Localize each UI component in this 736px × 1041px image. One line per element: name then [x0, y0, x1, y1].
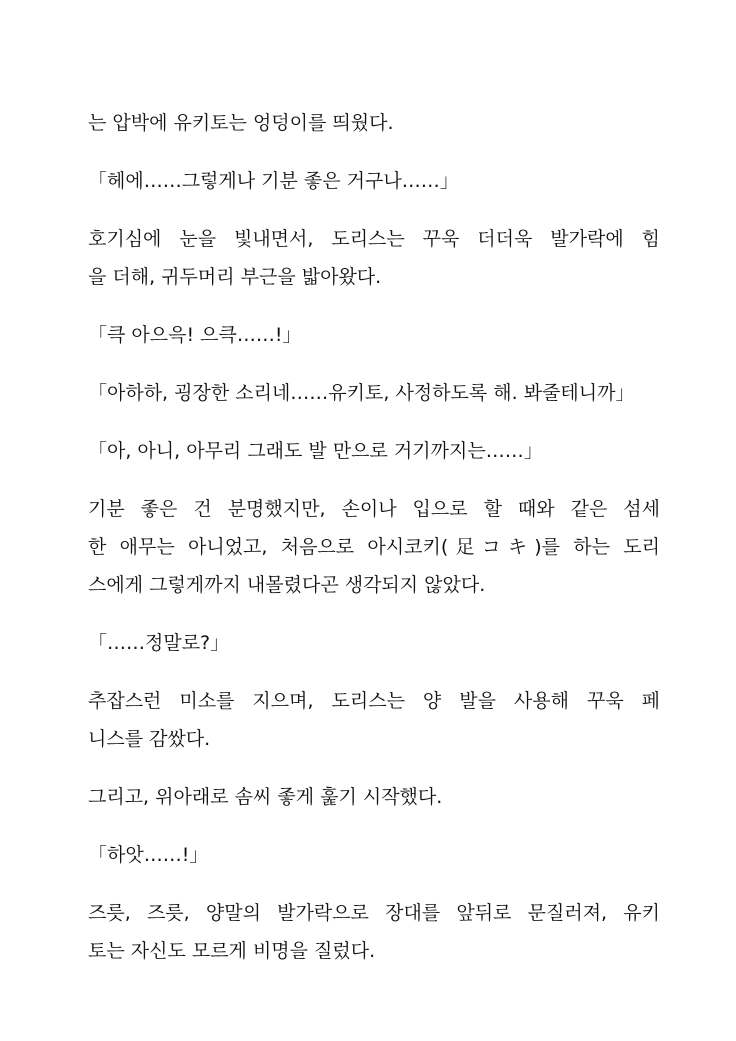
- dialogue-paragraph: [88, 162, 660, 200]
- paragraph: [88, 104, 660, 142]
- text-line: 「하앗……!」: [88, 844, 209, 866]
- paragraph: [88, 490, 660, 604]
- text-line: 토는 자신도 모르게 비명을 질렀다.: [88, 940, 376, 962]
- text-line: 한 애무는 아니었고, 처음으로 아시코키(足コキ)를 하는 도리: [88, 536, 660, 558]
- dialogue-paragraph: [88, 624, 660, 662]
- paragraph: [88, 894, 660, 970]
- dialogue-paragraph: [88, 432, 660, 470]
- text-line: 호기심에 눈을 빛내면서, 도리스는 꾸욱 더더욱 발가락에 힘: [88, 228, 660, 250]
- text-line: 는 압박에 유키토는 엉덩이를 띄웠다.: [88, 112, 394, 134]
- text-line: 「헤에……그렇게나 기분 좋은 거구나……」: [88, 170, 459, 192]
- text-line: 니스를 감쌌다.: [88, 728, 211, 750]
- dialogue-paragraph: [88, 316, 660, 354]
- dialogue-paragraph: [88, 836, 660, 874]
- text-line: 「아하하, 굉장한 소리네……유키토, 사정하도록 해. 봐줄테니까」: [88, 382, 635, 404]
- text-line: 을 더해, 귀두머리 부근을 밟아왔다.: [88, 266, 382, 288]
- text-line: 「……정말로?」: [88, 632, 230, 654]
- text-line: 「아, 아니, 아무리 그래도 발 만으로 거기까지는……」: [88, 440, 543, 462]
- text-line: 「큭 아으윽! 으큭……!」: [88, 324, 302, 346]
- paragraph: [88, 778, 660, 816]
- text-line: 즈릇, 즈릇, 양말의 발가락으로 장대를 앞뒤로 문질러져, 유키: [88, 902, 660, 924]
- text-line: 스에게 그렇게까지 내몰렸다곤 생각되지 않았다.: [88, 574, 486, 596]
- text-line: 추잡스런 미소를 지으며, 도리스는 양 발을 사용해 꾸욱 페: [88, 690, 660, 712]
- text-line: 그리고, 위아래로 솜씨 좋게 훑기 시작했다.: [88, 786, 443, 808]
- paragraph: [88, 682, 660, 758]
- dialogue-paragraph: [88, 374, 660, 412]
- text-line: 기분 좋은 건 분명했지만, 손이나 입으로 할 때와 같은 섬세: [88, 498, 660, 520]
- body-text: [88, 104, 660, 990]
- paragraph: [88, 220, 660, 296]
